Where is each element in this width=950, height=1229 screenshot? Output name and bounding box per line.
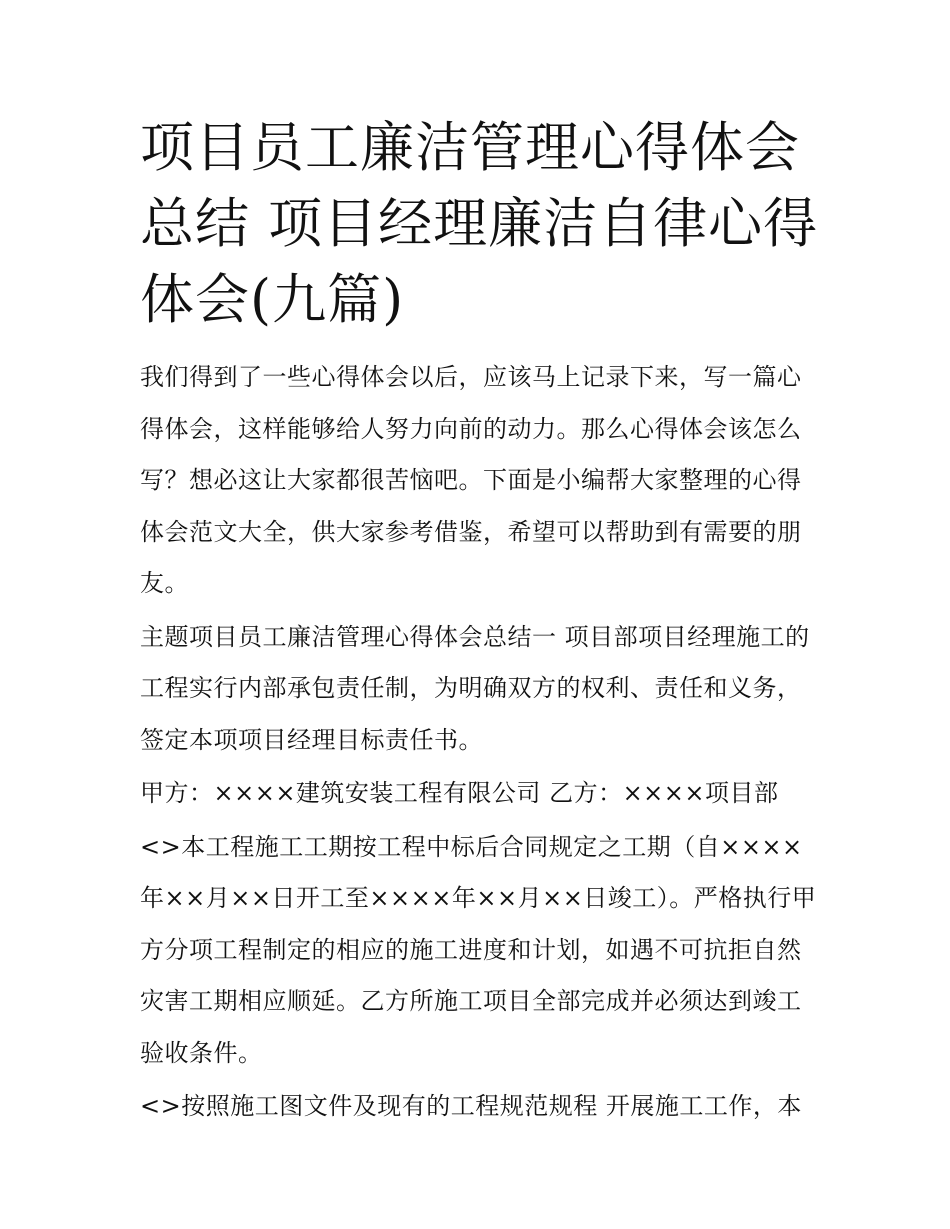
- intro-paragraph: 我们得到了一些心得体会以后，应该马上记录下来，写一篇心得体会，这样能够给人努力向前的动力。那么心得体会该怎么写？想必这让大家都很苦恼吧。下面是小编帮大家整理的心得体会范文大全，供大家参考借鉴，希望可以帮助到有需要的朋友。: [140, 363, 802, 597]
- standards-paragraph: <>按照施工图文件及现有的工程规范规程 开展施工工作，本: [140, 1092, 802, 1120]
- schedule-paragraph: <>本工程施工工期按工程中标后合同规定之工期（自××××年××月××日开工至××××年××月××日竣工）。严格执行甲方分项工程制定的相应的施工进度和计划，如遇不可抗拒自然灾害工期相应顺延。乙方所施工项目全部完成并必须达到竣工验收条件。: [140, 832, 817, 1067]
- document-page: [140, 110, 820, 1135]
- document-title: 项目员工廉洁管理心得体会总结 项目经理廉洁自律心得体会(九篇): [140, 116, 819, 331]
- parties-paragraph: 甲方：××××建筑安装工程有限公司 乙方：××××项目部: [140, 779, 779, 807]
- section-paragraph: 主题项目员工廉洁管理心得体会总结一 项目部项目经理施工的工程实行内部承包责任制，为明确双方的权利、责任和义务，签定本项项目经理目标责任书。: [140, 622, 810, 754]
